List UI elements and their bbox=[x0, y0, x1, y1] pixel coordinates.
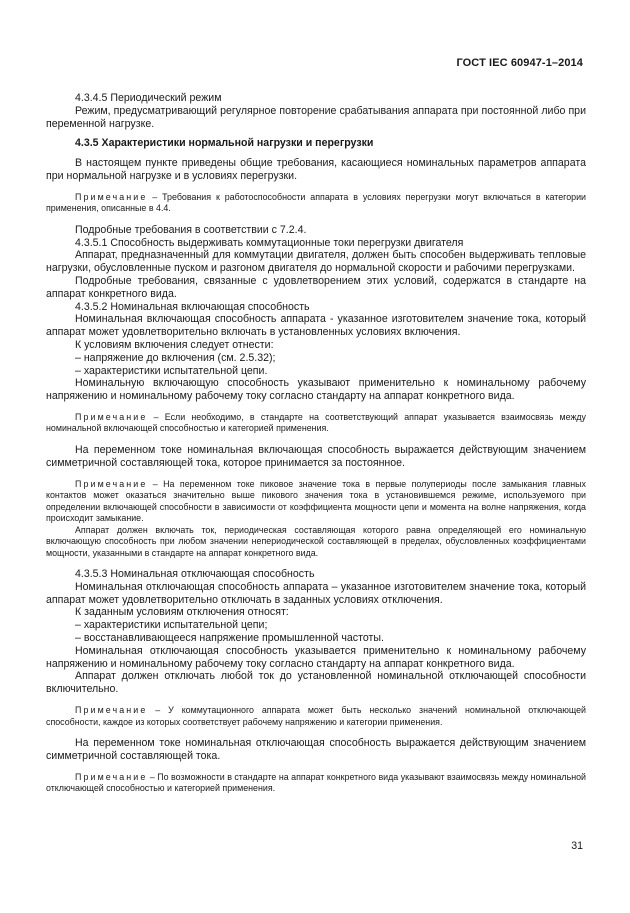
paragraph: Подробные требования в соответствии с 7.2.4. bbox=[75, 223, 307, 236]
page-content bbox=[46, 92, 586, 795]
note bbox=[46, 705, 586, 728]
note-label: Примечание bbox=[75, 191, 148, 202]
note-label: Примечание bbox=[75, 705, 148, 715]
page-number: 31 bbox=[571, 840, 583, 852]
paragraph: Подробные требования, связанные с удовлетворением этих условий, содержатся в стандарте на аппарат конкретного вида. bbox=[46, 274, 586, 300]
note-continuation: Аппарат должен включать ток, периодическая составляющая которого равна определяющей его номинальную включающую способность при любом значении непериодической составляющей в пределах, обусловленных коэффициентами мощности, указанными в стандарте на аппарат конкретного вида. bbox=[46, 524, 586, 558]
paragraph: Номинальная отключающая способность указывается применительно к номинальному рабочему напряжению и номинальному рабочему току согласно стандарту на аппарат конкретного вида. bbox=[46, 644, 586, 670]
subclause-heading: 4.3.5.2 Номинальная включающая способность bbox=[75, 300, 310, 313]
subclause-heading: 4.3.5.3 Номинальная отключающая способность bbox=[75, 568, 315, 581]
note bbox=[46, 412, 586, 435]
list-item: – характеристики испытательной цепи. bbox=[75, 364, 268, 377]
list-item: – восстанавливающееся напряжение промышленной частоты. bbox=[75, 632, 384, 645]
paragraph: Аппарат, предназначенный для коммутации двигателя, должен быть способен выдерживать тепловые нагрузки, обусловленные пуском и разгоном двигателя до нормальной скорости и рабочими перегрузками. bbox=[46, 249, 586, 275]
note bbox=[46, 479, 586, 525]
note-label: Примечание bbox=[75, 411, 148, 422]
subclause-heading: 4.3.5.1 Способность выдерживать коммутационные токи перегрузки двигателя bbox=[75, 236, 464, 249]
paragraph: Номинальная отключающая способность аппарата – указанное изготовителем значение тока, который аппарат может удовлетворительно отключать в заданных условиях отключения. bbox=[46, 580, 586, 606]
note-label: Примечание bbox=[75, 478, 148, 489]
list-item: – характеристики испытательной цепи; bbox=[75, 619, 268, 632]
note-text: – У коммутационного аппарата может быть несколько значений номинальной отключающей способности, каждое из которых соответствует рабочему напряжению и категории применения. bbox=[46, 705, 587, 727]
standard-header: ГОСТ IEC 60947-1–2014 bbox=[456, 57, 583, 69]
note-text: – Если необходимо, в стандарте на соответствующий аппарат указывается взаимосвязь между номинальной включающей способностью и категорией применения. bbox=[46, 411, 586, 434]
paragraph: Номинальная включающая способность аппарата - указанное изготовителем значение тока, который аппарат может удовлетворительно включать в установленных условиях включения. bbox=[46, 313, 586, 339]
paragraph: На переменном токе номинальная отключающая способность выражается действующим значением симметричной составляющей тока. bbox=[46, 737, 586, 762]
paragraph: На переменном токе номинальная включающая способность выражается действующим значением симметричной составляющей тока, которое принимается за постоянное. bbox=[46, 443, 586, 469]
note-text: – По возможности в стандарте на аппарат конкретного вида указывают взаимосвязь между номинальной отключающей способностью и категорией применения. bbox=[46, 771, 586, 794]
note-label: Примечание bbox=[75, 771, 148, 782]
paragraph: Аппарат должен отключать любой ток до установленной номинальной отключающей способности включительно. bbox=[46, 670, 586, 696]
note bbox=[46, 772, 586, 795]
paragraph: К условиям включения следует отнести: bbox=[75, 338, 274, 351]
paragraph: В настоящем пункте приведены общие требования, касающиеся номинальных параметров аппарата при нормальной нагрузке и в условиях перегрузки. bbox=[46, 157, 586, 182]
note-text: – Требования к работоспособности аппарата в условиях перегрузки могут включаться в категории применения, описанные в 4.4. bbox=[46, 191, 586, 214]
list-item: – напряжение до включения (см. 2.5.32); bbox=[75, 351, 276, 364]
subclause-heading: 4.3.4.5 Периодический режим bbox=[75, 92, 222, 104]
paragraph: Режим, предусматривающий регулярное повторение срабатывания аппарата при постоянной либо при переменной нагрузке. bbox=[46, 104, 586, 130]
note bbox=[46, 192, 586, 215]
paragraph: Номинальную включающую способность указывают применительно к номинальному рабочему напряжению и номинальному рабочему току согласно стандарту на аппарат конкретного вида. bbox=[46, 377, 586, 403]
section-heading: 4.3.5 Характеристики нормальной нагрузки и перегрузки bbox=[75, 137, 374, 150]
paragraph: К заданным условиям отключения относят: bbox=[75, 606, 289, 619]
note-text: – На переменном токе пиковое значение тока в первые полупериоды после замыкания главных контактов может оказаться значительно выше пикового значения тока в установившемся режиме, используемого при определении включающей способности в зависимости от коэффициента мощности цепи и момента на волне напряжения, когда происходит замыкание. bbox=[46, 478, 586, 524]
